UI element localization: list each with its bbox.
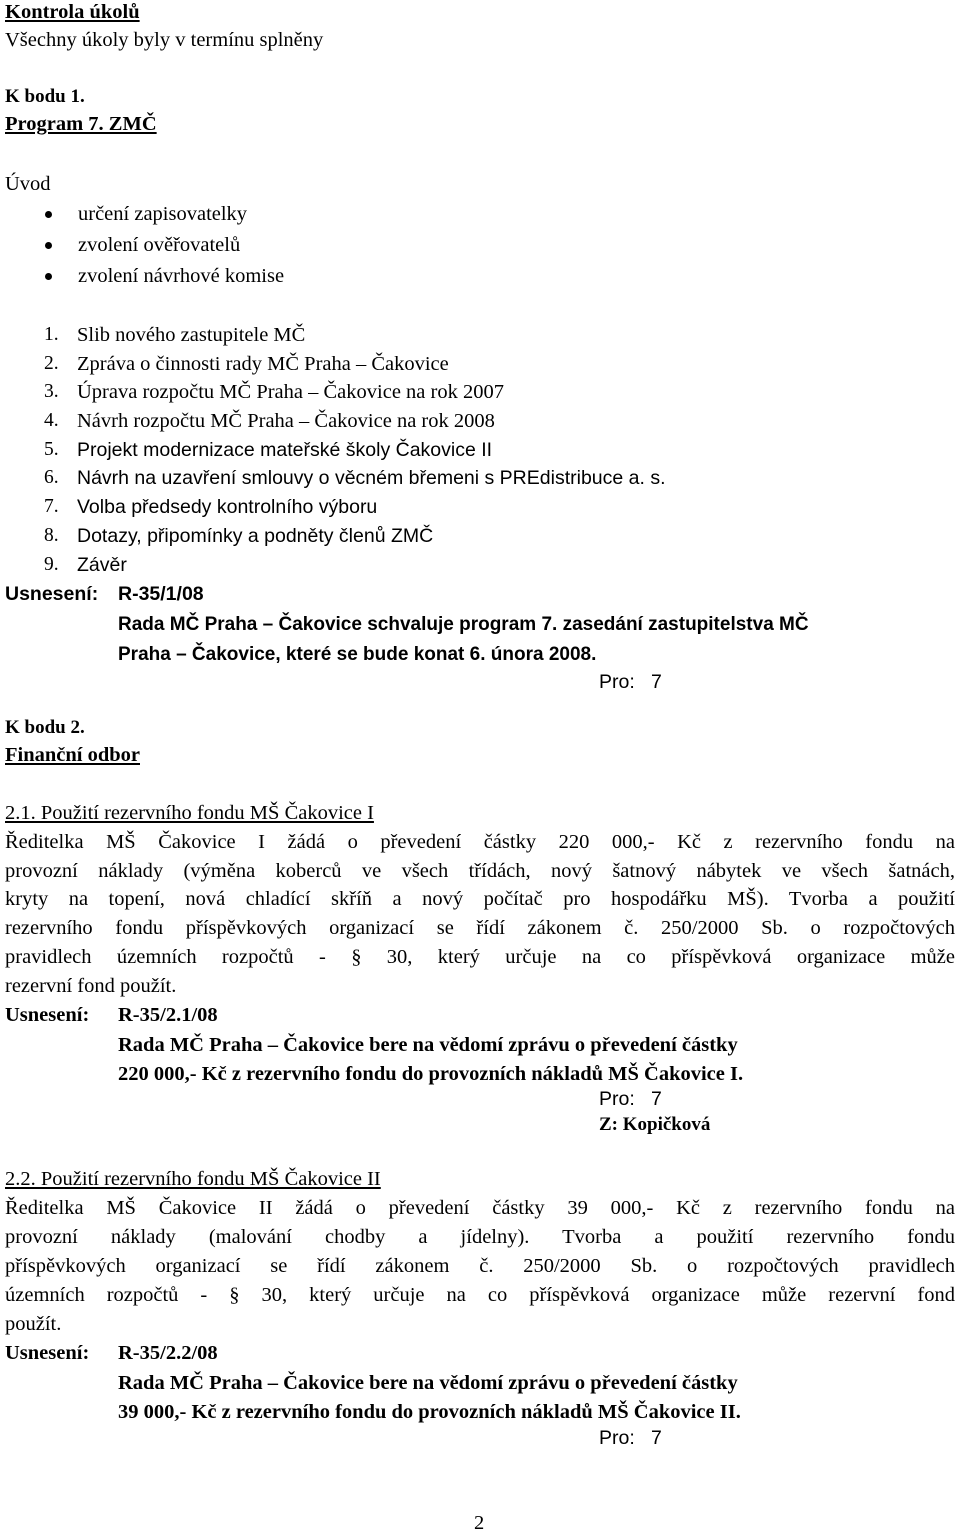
program-item-text: Návrh na uzavření smlouvy o věcném břemeni s PREdistribuce a. s. <box>77 467 666 489</box>
program-item-number: 3. <box>44 381 59 402</box>
paragraph-line: rezervní fond použít. <box>5 975 177 997</box>
section-2-title: Finanční odbor <box>5 744 140 766</box>
responsible-person: Z: Kopičková <box>599 1114 711 1135</box>
paragraph-line: provozní náklady (výměna koberců ve všech třídách, nový šatnový nábytek ve všech šatnách, <box>5 860 955 882</box>
program-item-number: 2. <box>44 353 59 374</box>
resolution-text: 220 000,- Kč z rezervního fondu do provozních nákladů MŠ Čakovice I. <box>118 1063 744 1085</box>
section-2-heading: K bodu 2. <box>5 717 85 738</box>
bullet-text: zvolení ověřovatelů <box>78 234 241 256</box>
program-item-text: Slib nového zastupitele MČ <box>77 324 306 346</box>
program-item-number: 8. <box>44 525 59 546</box>
vote-count: Pro: 7 <box>599 1427 662 1449</box>
resolution-id: R-35/1/08 <box>118 583 204 605</box>
paragraph-line: kryty na topení, nová chladící skříň a nový počítač pro hospodářku MŠ). Tvorba a použití <box>5 888 955 910</box>
program-item-text: Dotazy, připomínky a podněty členů ZMČ <box>77 525 434 547</box>
paragraph-line: provozní náklady (malování chodby a jídelny). Tvorba a použití rezervního fondu <box>5 1226 955 1248</box>
program-item-text: Volba předsedy kontrolního výboru <box>77 496 378 518</box>
page-number: 2 <box>474 1512 485 1534</box>
resolution-label: Usnesení: <box>5 1342 90 1364</box>
program-item-number: 6. <box>44 467 59 488</box>
paragraph-line: územních rozpočtů - § 30, který určuje na co příspěvková organizace může rezervní fond <box>5 1284 955 1306</box>
resolution-text: 39 000,- Kč z rezervního fondu do provozních nákladů MŠ Čakovice II. <box>118 1401 741 1423</box>
paragraph-line: Ředitelka MŠ Čakovice I žádá o převedení částky 220 000,- Kč z rezervního fondu na <box>5 831 955 853</box>
paragraph-line: použít. <box>5 1313 62 1335</box>
resolution-text: Praha – Čakovice, které se bude konat 6. února 2008. <box>118 644 597 665</box>
resolution-label: Usnesení: <box>5 583 99 605</box>
program-item-number: 7. <box>44 496 59 517</box>
paragraph-line: rezervního fondu příspěvkových organizací se řídí zákonem č. 250/2000 Sb. o rozpočtových <box>5 917 955 939</box>
program-item-text: Úprava rozpočtu MČ Praha – Čakovice na rok 2007 <box>77 381 504 403</box>
resolution-text: Rada MČ Praha – Čakovice schvaluje program 7. zasedání zastupitelstva MČ <box>118 614 809 635</box>
program-item-text: Závěr <box>77 554 127 576</box>
page-title: Kontrola úkolů <box>5 1 140 23</box>
program-item-text: Návrh rozpočtu MČ Praha – Čakovice na rok 2008 <box>77 410 495 432</box>
section-1-title: Program 7. ZMČ <box>5 113 157 135</box>
bullet-icon <box>45 211 52 218</box>
bullet-text: určení zapisovatelky <box>78 203 248 225</box>
bullet-icon <box>45 273 52 280</box>
program-item-text: Zpráva o činnosti rady MČ Praha – Čakovice <box>77 353 449 375</box>
section-1-heading: K bodu 1. <box>5 86 85 107</box>
bullet-icon <box>45 242 52 249</box>
intro-label: Úvod <box>5 173 51 195</box>
resolution-id: R-35/2.2/08 <box>118 1342 218 1364</box>
resolution-label: Usnesení: <box>5 1004 90 1026</box>
subsection-title: 2.2. Použití rezervního fondu MŠ Čakovice II <box>5 1168 381 1190</box>
bullet-text: zvolení návrhové komise <box>78 265 285 287</box>
vote-count: Pro: 7 <box>599 1088 662 1110</box>
program-item-text: Projekt modernizace mateřské školy Čakovice II <box>77 439 493 461</box>
resolution-text: Rada MČ Praha – Čakovice bere na vědomí zprávu o převedení částky <box>118 1034 738 1056</box>
program-item-number: 1. <box>44 324 59 345</box>
program-item-number: 9. <box>44 554 59 575</box>
program-item-number: 4. <box>44 410 59 431</box>
subsection-title: 2.1. Použití rezervního fondu MŠ Čakovice I <box>5 802 374 824</box>
paragraph-line: příspěvkových organizací se řídí zákonem č. 250/2000 Sb. o rozpočtových pravidlech <box>5 1255 955 1277</box>
page-subtitle: Všechny úkoly byly v termínu splněny <box>5 29 324 51</box>
vote-count: Pro: 7 <box>599 671 662 693</box>
paragraph-line: pravidlech územních rozpočtů - § 30, který určuje na co příspěvková organizace může <box>5 946 955 968</box>
program-item-number: 5. <box>44 439 59 460</box>
paragraph-line: Ředitelka MŠ Čakovice II žádá o převedení částky 39 000,- Kč z rezervního fondu na <box>5 1197 955 1219</box>
resolution-id: R-35/2.1/08 <box>118 1004 218 1026</box>
resolution-text: Rada MČ Praha – Čakovice bere na vědomí zprávu o převedení částky <box>118 1372 738 1394</box>
